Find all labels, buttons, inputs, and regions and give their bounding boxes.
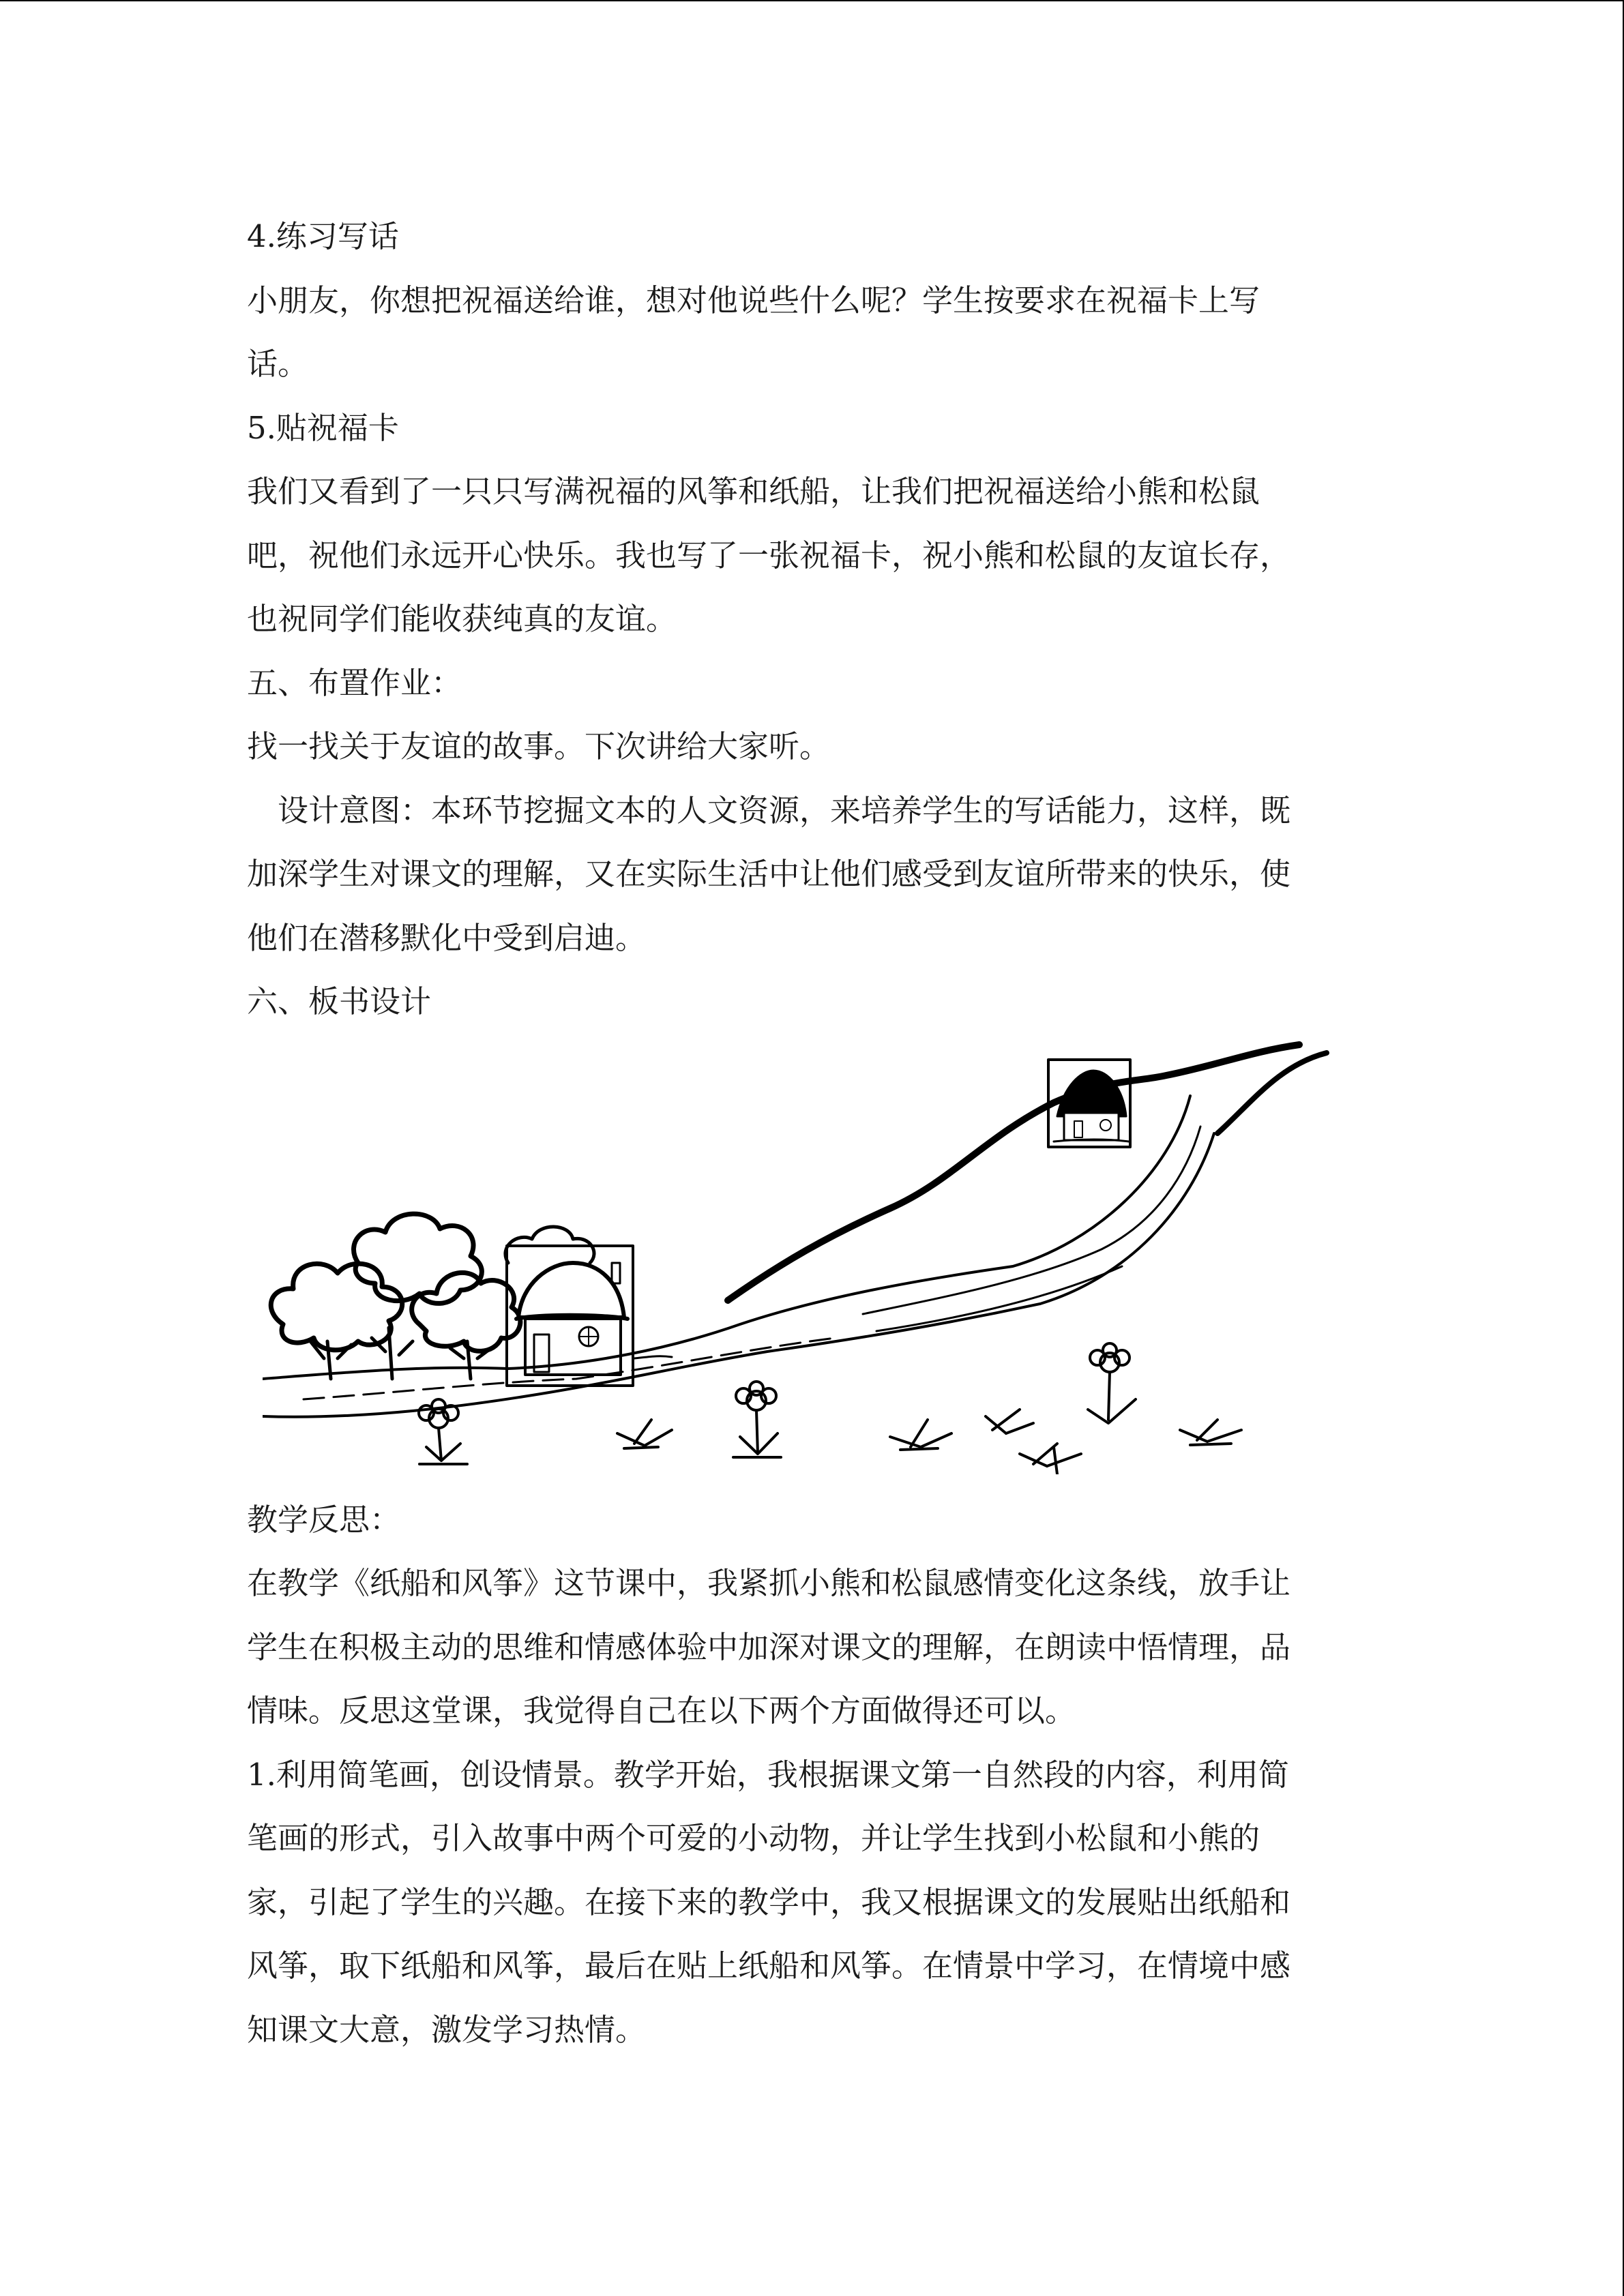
line-intent-3: 他们在潜移默化中受到启迪。 [247,919,647,956]
flowers-grass-icon [419,1343,1241,1474]
squirrel-house-icon [1048,1060,1130,1147]
heading-board-design: 六、板书设计 [247,983,432,1019]
line-prompt-1: 小朋友，你想把祝福送给谁，想对他说些什么呢？学生按要求在祝福卡上写 [247,282,1260,318]
document-body [247,205,1365,2061]
line-reflection-1: 在教学《纸船和风筝》这节课中，我紧抓小熊和松鼠感情变化这条线，放手让 [247,1565,1291,1601]
mountain-outline [728,1045,1299,1300]
line-point-1-d: 风筝，取下纸船和风筝，最后在贴上纸船和风筝。在情景中学习，在情境中感 [247,1948,1291,1984]
bear-house-icon [507,1246,672,1386]
line-reflection-2: 学生在积极主动的思维和情感体验中加深对课文的理解，在朗读中悟情理，品 [247,1628,1291,1665]
line-point-1-e: 知课文大意，激发学习热情。 [247,2011,647,2048]
heading-homework: 五、布置作业： [247,664,462,701]
heading-reflection: 教学反思： [247,1501,401,1538]
line-prompt-2: 话。 [247,346,309,382]
line-point-1-b: 笔画的形式，引入故事中两个可爱的小动物，并让学生找到小松鼠和小熊的 [247,1820,1260,1856]
line-intent-1: 设计意图：本环节挖掘文本的人文资源，来培养学生的写话能力，这样，既 [278,792,1291,829]
line-post-card: 5.贴祝福卡 [247,409,399,446]
line-card-1: 我们又看到了一只只写满祝福的风筝和纸船，让我们把祝福送给小熊和松鼠 [247,473,1260,509]
line-point-1-a: 1.利用简笔画，创设情景。教学开始，我根据课文第一自然段的内容，利用简 [247,1756,1289,1793]
line-practice-writing: 4.练习写话 [247,218,399,254]
line-intent-2: 加深学生对课文的理解，又在实际生活中让他们感受到友谊所带来的快乐，使 [247,856,1291,892]
line-card-2: 吧，祝他们永远开心快乐。我也写了一张祝福卡，祝小熊和松鼠的友谊长存， [247,537,1291,573]
board-sketch-river-mountain-houses-icon [263,1038,1361,1474]
river-current-3 [876,1266,1122,1331]
line-reflection-3: 情味。反思这堂课，我觉得自己在以下两个方面做得还可以。 [247,1693,1076,1729]
river-bank-lower [263,1133,1214,1417]
line-card-3: 也祝同学们能收获纯真的友谊。 [247,601,677,637]
line-point-1-c: 家，引起了学生的兴趣。在接下来的教学中，我又根据课文的发展贴出纸船和 [247,1883,1291,1920]
mountain-right-slope [1217,1053,1327,1133]
river-bank-upper [263,1096,1190,1379]
line-homework: 找一找关于友谊的故事。下次讲给大家听。 [247,728,831,764]
river-current-2 [863,1127,1200,1314]
board-sketch-figure [247,1038,1365,1488]
